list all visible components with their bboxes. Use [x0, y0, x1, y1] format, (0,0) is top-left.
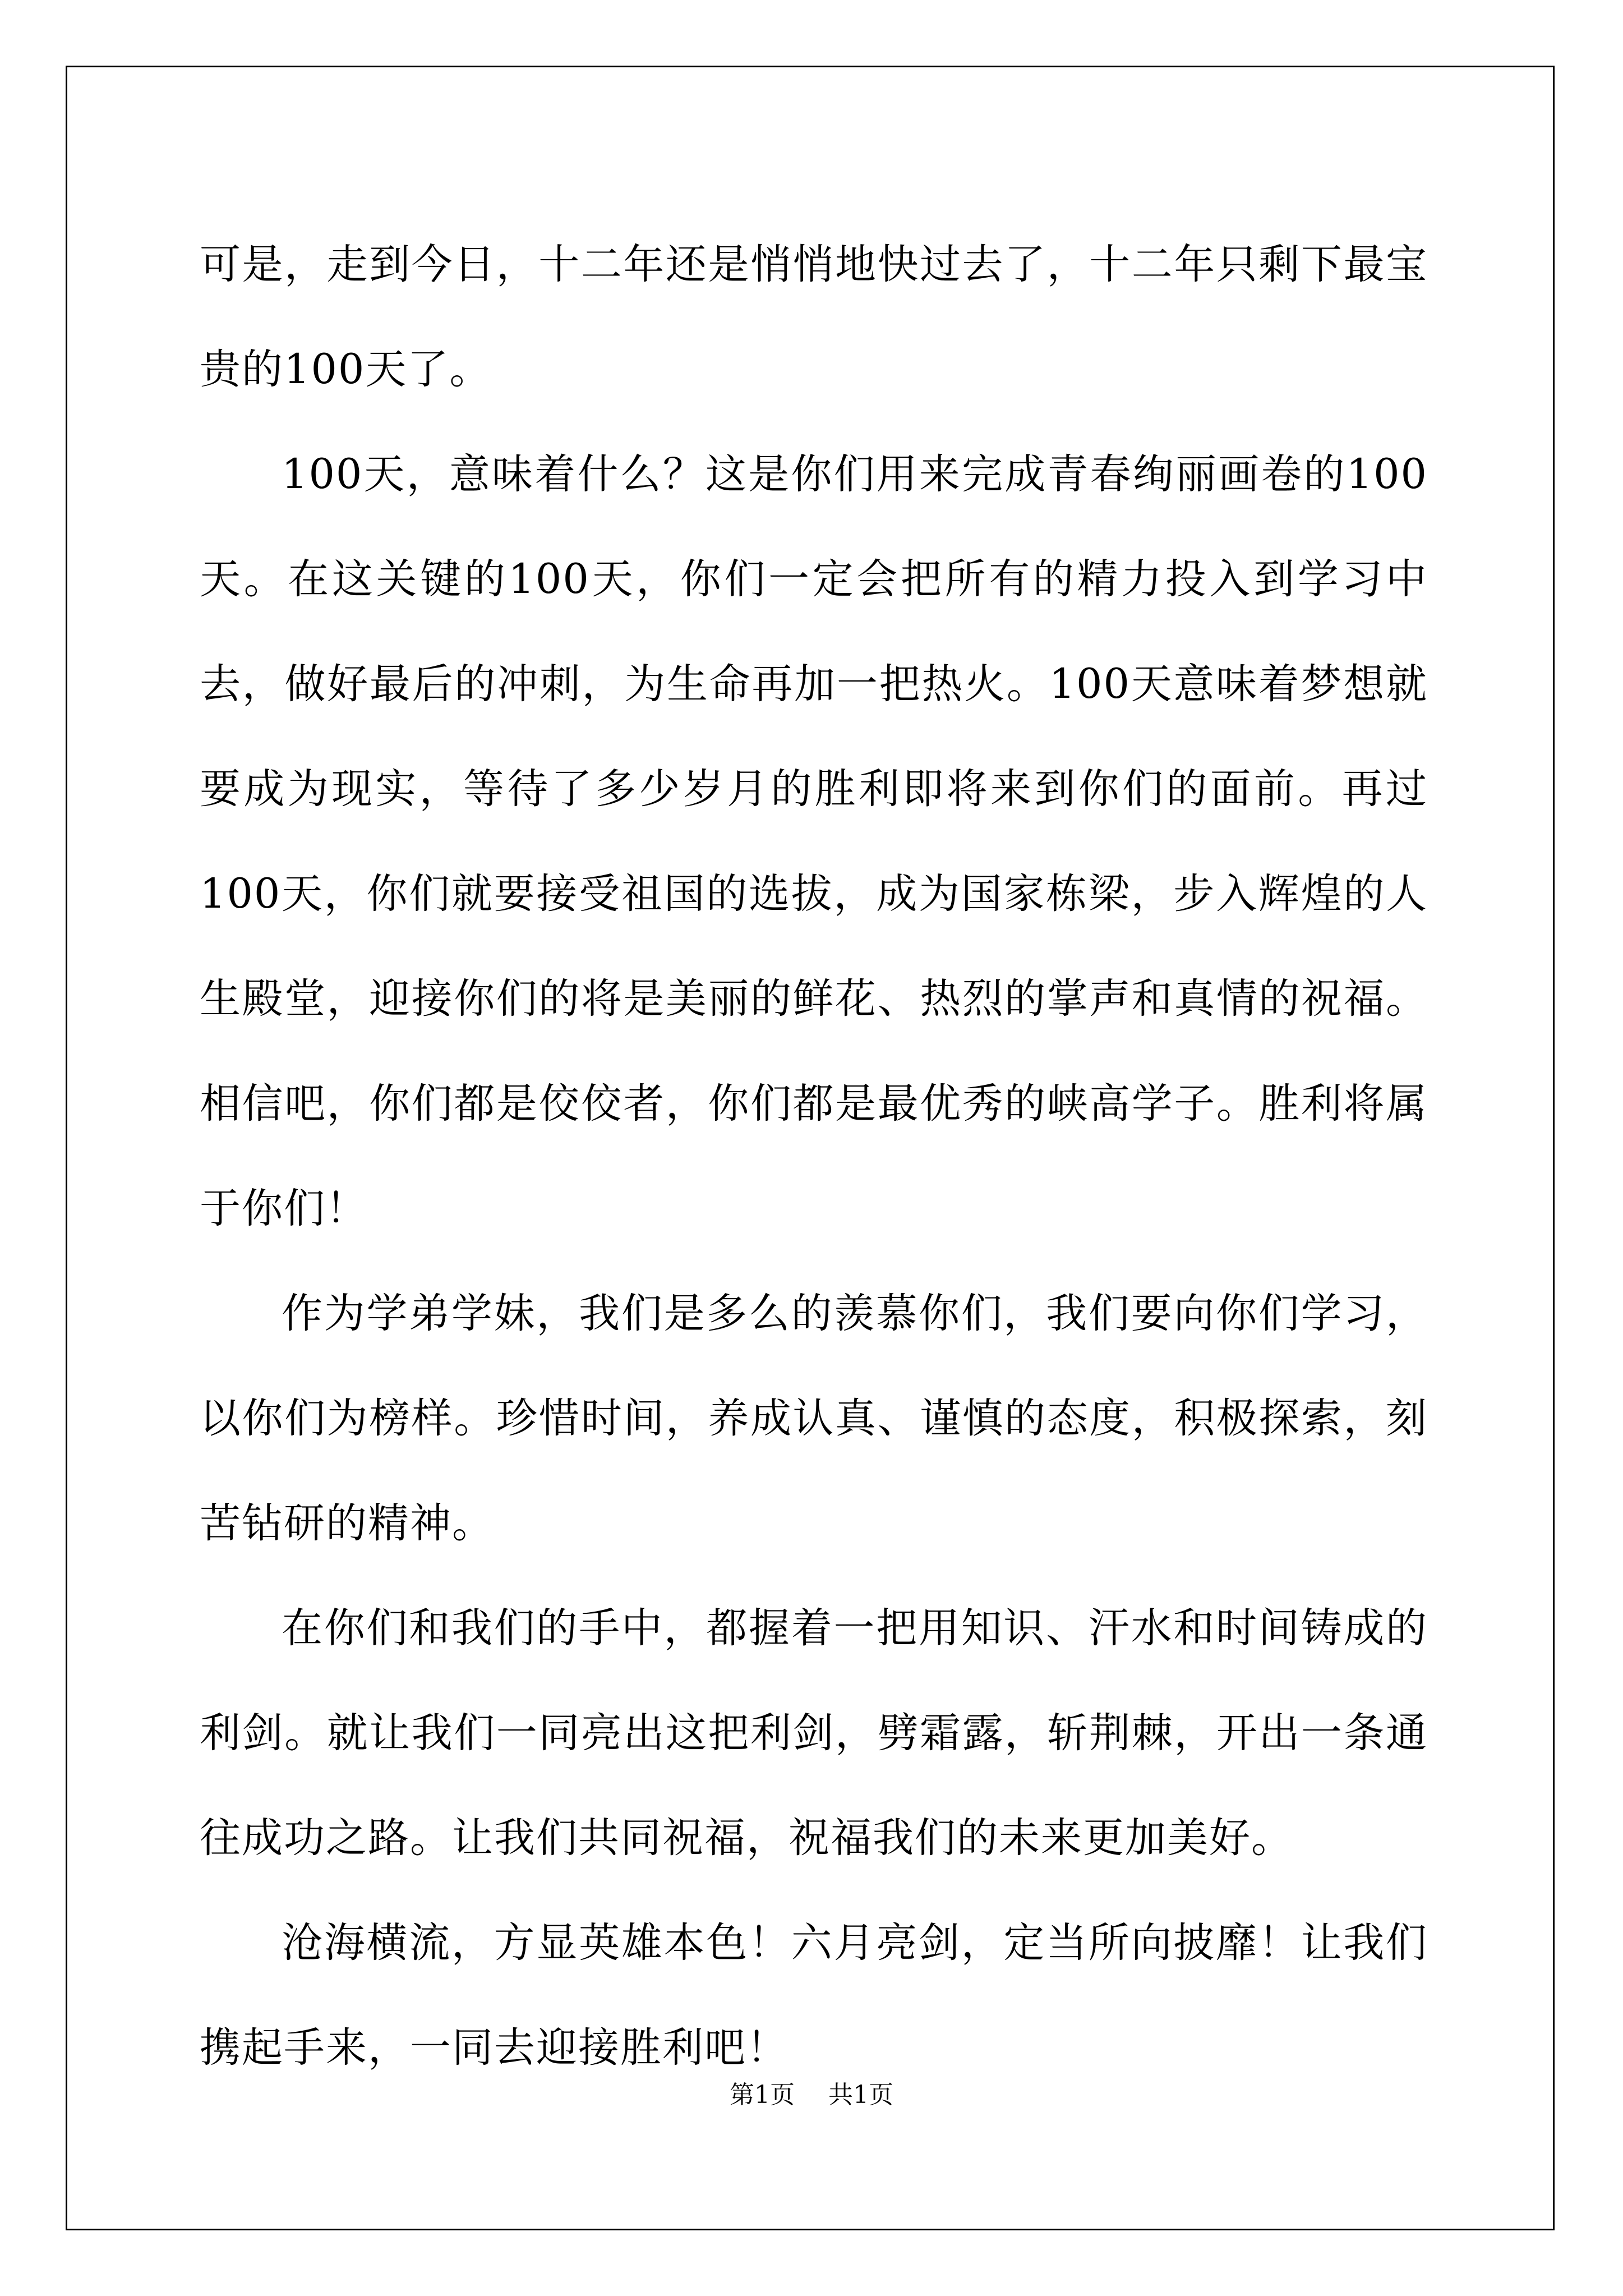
paragraph-3: 作为学弟学妹，我们是多么的羡慕你们，我们要向你们学习，以你们为榜样。珍惜时间，养成认真、谨慎的态度，积极探索，刻苦钻研的精神。 [200, 1290, 1428, 1547]
paragraph-5: 沧海横流，方显英雄本色！六月亮剑，定当所向披靡！让我们携起手来，一同去迎接胜利吧！ [200, 1919, 1428, 2072]
paragraph-1: 可是，走到今日，十二年还是悄悄地快过去了，十二年只剩下最宝贵的100天了。 [200, 241, 1428, 393]
page-number: 第1页 [730, 2081, 795, 2109]
paragraph-2: 100天，意味着什么？这是你们用来完成青春绚丽画卷的100天。在这关键的100天，你们一定会把所有的精力投入到学习中去，做好最后的冲刺，为生命再加一把热火。100天意味着梦想就要成为现实，等待了多少岁月的胜利即将来到你们的面前。再过100天，你们就要接受祖国的选拔，成为国家栋梁，步入辉煌的人生殿堂，迎接你们的将是美丽的鲜花、热烈的掌声和真情的祝福。相信吧，你们都是佼佼者，你们都是最优秀的峡高学子。胜利将属于你们！ [200, 450, 1428, 1232]
page-footer [0, 2078, 1623, 2112]
paragraph-4: 在你们和我们的手中，都握着一把用知识、汗水和时间铸成的利剑。就让我们一同亮出这把利剑，劈霜露，斩荆棘，开出一条通往成功之路。让我们共同祝福，祝福我们的未来更加美好。 [200, 1604, 1428, 1862]
document-body [200, 212, 1428, 2100]
page-total: 共1页 [828, 2081, 893, 2109]
